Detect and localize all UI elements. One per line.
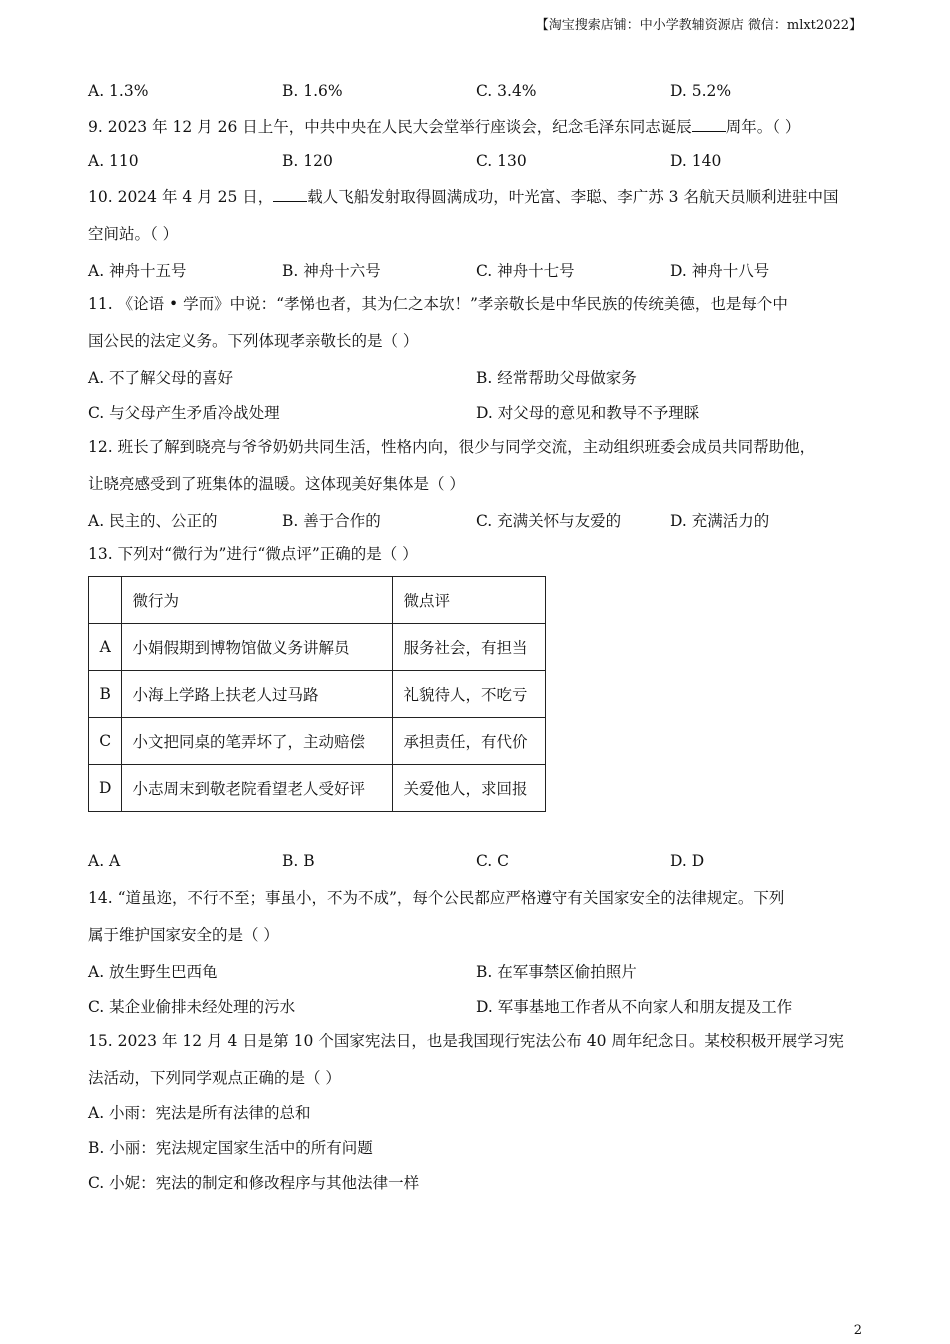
q9-option-d: D. 140 [670,152,722,170]
q9-stem-part2: 周年。（ ） [725,118,801,136]
table-cell: 承担责任，有代价 [393,718,546,765]
q10-option-b: B. 神舟十六号 [282,262,381,280]
q10-stem [88,187,838,207]
q13-table [88,576,546,812]
q11-option-d: D. 对父母的意见和教导不予理睬 [476,404,700,422]
table-cell: 小文把同桌的笔弄坏了，主动赔偿 [122,718,393,765]
table-cell: 服务社会，有担当 [393,624,546,671]
q8-option-c: C. 3.4% [476,82,537,100]
q11-option-b: B. 经常帮助父母做家务 [476,369,637,387]
q12-option-a: A. 民主的、公正的 [88,512,218,530]
q9-option-a: A. 110 [88,152,139,170]
q13-stem: 13. 下列对“微行为”进行“微点评”正确的是（ ） [88,545,418,563]
q14-stem-line1: 14. “道虽迩，不行不至；事虽小，不为不成”，每个公民都应严格遵守有关国家安全的法律规定。下列 [88,889,785,907]
q12-option-b: B. 善于合作的 [282,512,381,530]
table-cell: A [89,624,122,671]
table-cell: 关爱他人，求回报 [393,765,546,812]
q13-option-d: D. D [670,852,705,870]
q10-stem-part1: 10. 2024 年 4 月 25 日， [88,188,274,206]
q15-option-a: A. 小雨：宪法是所有法律的总和 [88,1104,311,1122]
q12-stem-line2: 让晓亮感受到了班集体的温暖。这体现美好集体是（ ） [88,475,465,493]
q11-stem-line1: 11. 《论语 • 学而》中说：“孝悌也者，其为仁之本欤！”孝亲敬长是中华民族的传统美德，也是每个中 [88,295,788,313]
table-header-row [89,577,546,624]
q14-option-c: C. 某企业偷排未经处理的污水 [88,998,296,1016]
q13-option-a: A. A [88,852,121,870]
table-cell: C [89,718,122,765]
q15-option-b: B. 小丽：宪法规定国家生活中的所有问题 [88,1139,373,1157]
page-header-watermark: 【淘宝搜索店铺：中小学教辅资源店 微信：mlxt2022】 [535,18,862,33]
q10-option-a: A. 神舟十五号 [88,262,187,280]
q15-stem-line2: 法活动，下列同学观点正确的是（ ） [88,1069,341,1087]
q13-option-b: B. B [282,852,315,870]
table-row [89,765,546,812]
q9-option-b: B. 120 [282,152,333,170]
q15-option-c: C. 小妮：宪法的制定和修改程序与其他法律一样 [88,1174,420,1192]
q11-option-c: C. 与父母产生矛盾冷战处理 [88,404,280,422]
table-cell: 礼貌待人，不吃亏 [393,671,546,718]
q8-option-a: A. 1.3% [88,82,149,100]
q14-option-a: A. 放生野生巴西龟 [88,963,218,981]
q14-option-d: D. 军事基地工作者从不向家人和朋友提及工作 [476,998,793,1016]
q9-blank [692,117,726,132]
q10-stem-part2: 载人飞船发射取得圆满成功，叶光富、李聪、李广苏 3 名航天员顺利进驻中国 [307,188,839,206]
q11-stem-line2: 国公民的法定义务。下列体现孝亲敬长的是（ ） [88,332,419,350]
table-cell: 小志周末到敬老院看望老人受好评 [122,765,393,812]
q10-option-d: D. 神舟十八号 [670,262,770,280]
table-row [89,718,546,765]
q13-option-c: C. C [476,852,510,870]
table-row [89,671,546,718]
q10-stem-line2: 空间站。（ ） [88,225,179,243]
q9-stem-part1: 9. 2023 年 12 月 26 日上午，中共中央在人民大会堂举行座谈会，纪念毛泽东同志诞辰 [88,118,692,136]
table-header-cell [89,577,122,624]
q9-stem [88,117,800,137]
q10-blank [273,187,307,202]
q14-option-b: B. 在军事禁区偷拍照片 [476,963,637,981]
q12-option-c: C. 充满关怀与友爱的 [476,512,622,530]
q12-option-d: D. 充满活力的 [670,512,770,530]
q14-stem-line2: 属于维护国家安全的是（ ） [88,926,279,944]
table-header-cell: 微行为 [122,577,393,624]
table-header-cell: 微点评 [393,577,546,624]
table-cell: D [89,765,122,812]
q10-option-c: C. 神舟十七号 [476,262,575,280]
q11-option-a: A. 不了解父母的喜好 [88,369,234,387]
q8-option-d: D. 5.2% [670,82,732,100]
q12-stem-line1: 12. 班长了解到晓亮与爷爷奶奶共同生活，性格内向，很少与同学交流，主动组织班委会成员共同帮助他， [88,438,816,456]
q9-option-c: C. 130 [476,152,527,170]
table-cell: B [89,671,122,718]
table-cell: 小海上学路上扶老人过马路 [122,671,393,718]
page-number: 2 [853,1323,862,1338]
table-row [89,624,546,671]
q15-stem-line1: 15. 2023 年 12 月 4 日是第 10 个国家宪法日，也是我国现行宪法公布 40 周年纪念日。某校积极开展学习宪 [88,1032,844,1050]
q8-option-b: B. 1.6% [282,82,343,100]
table-cell: 小娟假期到博物馆做义务讲解员 [122,624,393,671]
